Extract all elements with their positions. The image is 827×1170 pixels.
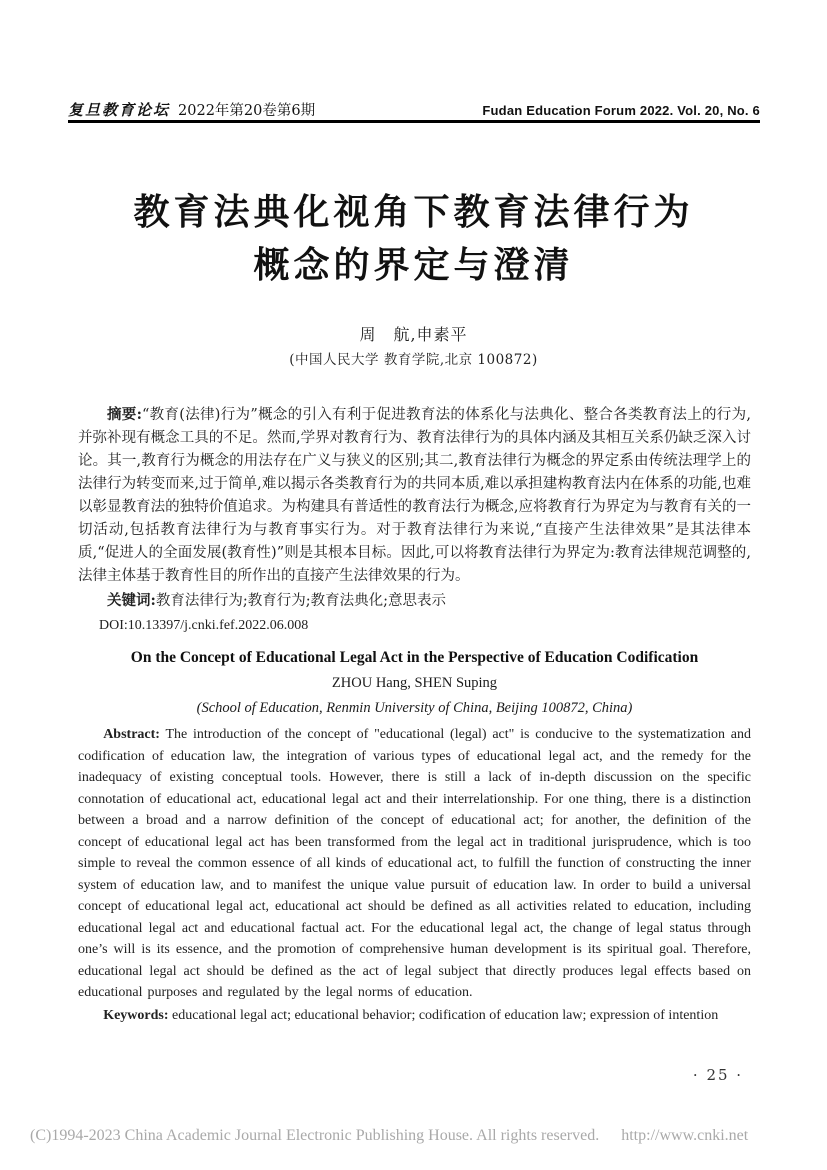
journal-name-cn: 复旦教育论坛 bbox=[68, 101, 171, 119]
footer-watermark bbox=[30, 1127, 810, 1145]
affiliation-cn: (中国人民大学 教育学院,北京 100872) bbox=[289, 352, 538, 368]
running-head bbox=[68, 99, 760, 120]
authors-en: ZHOU Hang, SHEN Suping bbox=[331, 675, 498, 691]
keywords-en-label: Keywords: bbox=[103, 1007, 169, 1023]
abstract-cn-text: “教育(法律)行为”概念的引入有利于促进教育法的体系化与法典化、整合各类教育法上的行为,并弥补现有概念工具的不足。然而,学界对教育行为、教育法律行为的具体内涵及其相互关系仍缺乏深入讨论。其一,教育行为概念的用法存在广义与狭义的区别;其二,教育法律行为概念的界定系由传统法理学上的法律行为转变而来,过于简单,难以揭示各类教育行为的共同本质,难以承担建构教育法内在体系的功能,也难以彰显教育法的独特价值追求。为构建具有普适性的教育法行为概念,应将教育行为界定为与教育有关的一切活动,包括教育法律行为与教育事实行为。对于教育法律行为来说,“直接产生法律效果”是其法律本质,“促进人的全面发展(教育性)”则是其根本目标。因此,可以将教育法律行为界定为:教育法律规范调整的,法律主体基于教育性目的所作出的直接产生法律效果的行为。 bbox=[78, 407, 751, 584]
doi: DOI:10.13397/j.cnki.fef.2022.06.008 bbox=[99, 618, 309, 633]
keywords-cn bbox=[78, 589, 751, 613]
abstract-cn bbox=[78, 403, 751, 588]
footer-copyright: (C)1994-2023 China Academic Journal Electronic Publishing House. All rights reserved. bbox=[30, 1127, 600, 1144]
running-head-left bbox=[68, 99, 315, 120]
keywords-en-text: educational legal act; educational behavior; codification of education law; expression of intention bbox=[172, 1007, 719, 1023]
keywords-cn-text: 教育法律行为;教育行为;教育法典化;意思表示 bbox=[155, 593, 447, 609]
page-number: · 25 · bbox=[692, 1066, 744, 1084]
article-title-line1: 教育法典化视角下教育法律行为 bbox=[133, 191, 694, 233]
keywords-en bbox=[78, 1005, 751, 1027]
affiliation-en: (School of Education, Renmin University of China, Beijing 100872, China) bbox=[196, 700, 633, 716]
abstract-en-text: The introduction of the concept of "educational (legal) act" is conducive to the systematization and codification of education law, the integration of various types of educational legal act, and the remedy for the inadequacy of existing conceptual tools. However, there is still a lack of in-depth discussion on the specific connotation of educational act, educational legal act and their interrelationship. For one thing, there is a distinction between a broad and a narrow definition of the concept of educational act; for another, the definition of the concept of educational legal act has been transformed from the legal act in traditional jurisprudence, which is too simple to reveal the common essence of all kinds of educational act, to fulfill the function of constructing the inner system of education law, and to manifest the unique value pursuit of education law. In order to build a universal concept of educational legal act, educational act should be defined as all activities related to education, including educational legal act and educational factual act. For the educational legal act, the change of legal status through one’s will is its essence, and the promotion of comprehensive human development is its spiritual goal. Therefore, educational legal act should be defined as the act of legal subject that directly produces legal effects based on educational purposes and regulated by the legal norms of education. bbox=[78, 727, 751, 1000]
content-column bbox=[78, 403, 751, 1026]
header-rule bbox=[68, 120, 760, 123]
authors-cn: 周 航,申素平 bbox=[359, 325, 468, 344]
article-title-en: On the Concept of Educational Legal Act in the Perspective of Education Codification bbox=[130, 649, 699, 666]
journal-issue-cn: 2022年第20卷第6期 bbox=[178, 103, 316, 119]
article-title-line2: 概念的界定与澄清 bbox=[253, 244, 574, 286]
journal-name-en: Fudan Education Forum 2022. Vol. 20, No. 6 bbox=[482, 103, 760, 118]
abstract-en-label: Abstract: bbox=[103, 727, 160, 742]
article-title-cn bbox=[0, 186, 827, 292]
keywords-cn-label: 关键词: bbox=[107, 592, 156, 609]
footer-url: http://www.cnki.net bbox=[621, 1127, 749, 1144]
abstract-en bbox=[78, 724, 751, 1004]
abstract-cn-label: 摘要: bbox=[107, 406, 142, 423]
